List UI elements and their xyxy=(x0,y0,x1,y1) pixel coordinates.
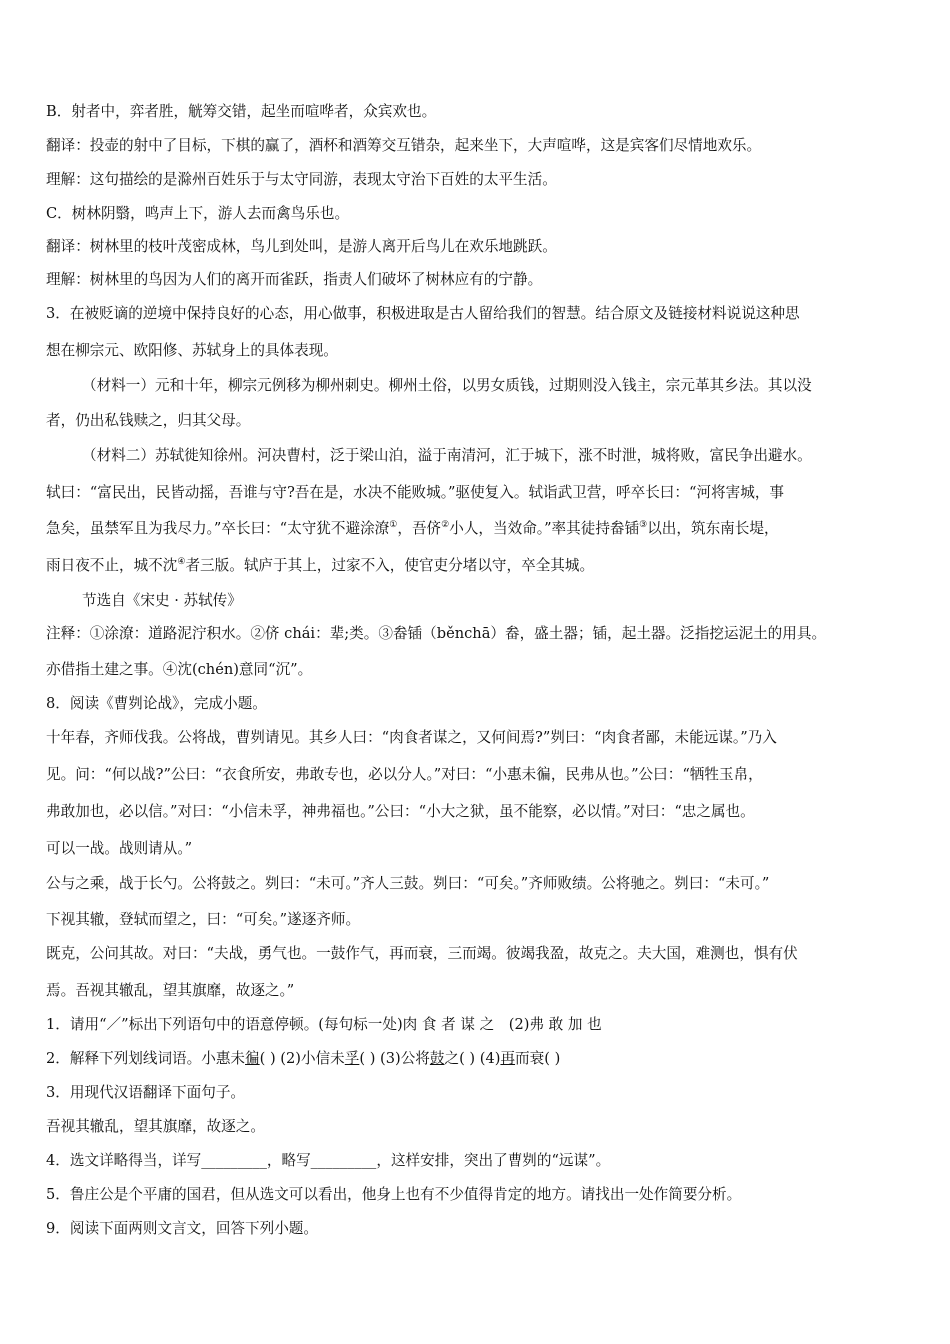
option-c-line: C．树林阴翳，鸣声上下，游人去而禽鸟乐也。 xyxy=(46,205,350,222)
passage-line-6: 下视其辙，登轼而望之，曰：“可矣。”遂逐齐师。 xyxy=(46,911,361,928)
material-2-line-1: （材料二）苏轼徙知徐州。河决曹村，泛于梁山泊，溢于南清河，汇于城下，涨不时泄，城将败，富民争出避水。 xyxy=(82,447,812,464)
passage-line-7: 既克，公问其故。对曰：“夫战，勇气也。一鼓作气，再而衰，三而竭。彼竭我盈，故克之。夫大国，难测也，惧有伏 xyxy=(46,945,798,962)
material-1-line-1: （材料一）元和十年，柳宗元例移为柳州刺史。柳州土俗，以男女质钱，过期则没入钱主，宗元革其乡法。其以没 xyxy=(82,377,812,394)
footnote-marker-2: ② xyxy=(441,520,450,531)
question-8-heading: 8．阅读《曹刿论战》，完成小题。 xyxy=(46,695,267,712)
material-2-line-4: 雨日夜不止，城不沈④者三版。轼庐于其上，过家不入，使官吏分堵以守，卒全其城。 xyxy=(46,557,595,574)
source-citation: 节选自《宋史 · 苏轼传》 xyxy=(82,592,242,609)
option-c-translation: 翻译：树林里的枝叶茂密成林，鸟儿到处叫，是游人离开后鸟儿在欢乐地跳跃。 xyxy=(46,238,557,255)
question-3-line-2: 想在柳宗元、欧阳修、苏轼身上的具体表现。 xyxy=(46,342,338,359)
material-2-line-3: 急矣，虽禁军且为我尽力。”卒长曰：“太守犹不避涂潦①，吾侪②小人，当效命。”率其徒持畚锸③以出，筑东南长堤， xyxy=(46,520,779,537)
underlined-word-1: 徧 xyxy=(245,1050,260,1067)
passage-line-1: 十年春，齐师伐我。公将战，曹刿请见。其乡人曰：“肉食者谋之，又何间焉?”刿曰：“肉食者鄙，未能远谋。”乃入 xyxy=(46,729,777,746)
subquestion-3: 3．用现代汉语翻译下面句子。 xyxy=(46,1084,246,1101)
subquestion-5: 5．鲁庄公是个平庸的国君，但从选文可以看出，他身上也有不少值得肯定的地方。请找出一处作简要分析。 xyxy=(46,1186,742,1203)
annotation-line-2: 亦借指土建之事。④沈(chén)意同“沉”。 xyxy=(46,661,313,678)
question-3-line-1: 3．在被贬谪的逆境中保持良好的心态，用心做事，积极进取是古人留给我们的智慧。结合原文及链接材料说说这种思 xyxy=(46,305,800,322)
footnote-marker-1: ① xyxy=(389,520,398,531)
underlined-word-2: 孚 xyxy=(344,1050,360,1067)
footnote-marker-3: ③ xyxy=(639,520,648,531)
passage-line-3: 弗敢加也，必以信。”对曰：“小信未孚，神弗福也。”公曰：“小大之狱，虽不能察，必以情。”对曰：“忠之属也。 xyxy=(46,803,755,820)
underlined-word-4: 再 xyxy=(500,1050,516,1067)
subquestion-2: 2．解释下列划线词语。小惠未徧( ) (2)小信未孚( ) (3)公将鼓之( ) (4)再而衰( ) xyxy=(46,1050,561,1067)
material-1-line-2: 者，仍出私钱赎之，归其父母。 xyxy=(46,412,251,429)
subquestion-4: 4．选文详略得当，详写_________，略写_________，这样安排，突出了曹刿的“远谋”。 xyxy=(46,1152,611,1169)
material-2-line-2: 轼曰：“富民出，民皆动摇，吾谁与守?吾在是，水决不能败城。”驱使复入。轼诣武卫营，呼卒长曰：“河将害城，事 xyxy=(46,484,785,501)
option-b-understanding: 理解：这句描绘的是滁州百姓乐于与太守同游，表现太守治下百姓的太平生活。 xyxy=(46,171,557,188)
subquestion-3-sentence: 吾视其辙乱，望其旗靡，故逐之。 xyxy=(46,1118,265,1135)
passage-line-4: 可以一战。战则请从。” xyxy=(46,840,193,857)
underlined-word-3: 鼓 xyxy=(429,1050,445,1067)
footnote-marker-4: ④ xyxy=(177,557,186,568)
subquestion-1: 1．请用“／”标出下列语句中的语意停顿。(每句标一处)肉 食 者 谋 之 (2)弗 敢 加 也 xyxy=(46,1016,602,1033)
question-9-heading: 9．阅读下面两则文言文，回答下列小题。 xyxy=(46,1220,318,1237)
passage-line-8: 焉。吾视其辙乱，望其旗靡，故逐之。” xyxy=(46,982,295,999)
passage-line-5: 公与之乘，战于长勺。公将鼓之。刿曰：“未可。”齐人三鼓。刿曰：“可矣。”齐师败绩。公将驰之。刿曰：“未可。” xyxy=(46,875,770,892)
option-c-understanding: 理解：树林里的鸟因为人们的离开而雀跃，指责人们破坏了树林应有的宁静。 xyxy=(46,271,543,288)
passage-line-2: 见。问：“何以战?”公曰：“衣食所安，弗敢专也，必以分人。”对曰：“小惠未徧，民弗从也。”公曰：“牺牲玉帛， xyxy=(46,766,763,783)
annotation-line-1: 注释：①涂潦：道路泥泞积水。②侪 chái：辈;类。③畚锸（běnchā）畚，盛土器；锸，起土器。泛指挖运泥土的用具。 xyxy=(46,625,827,642)
option-b-line: B．射者中，弈者胜，觥筹交错，起坐而喧哗者，众宾欢也。 xyxy=(46,103,437,120)
option-b-translation: 翻译：投壶的射中了目标，下棋的赢了，酒杯和酒筹交互错杂，起来坐下，大声喧哗，这是宾客们尽情地欢乐。 xyxy=(46,137,762,154)
